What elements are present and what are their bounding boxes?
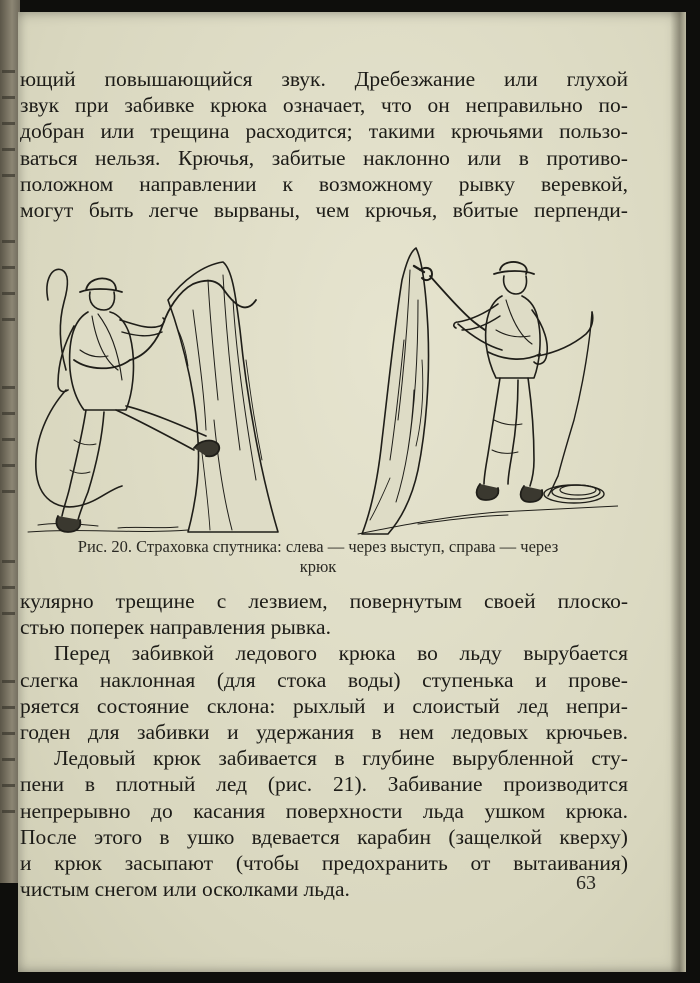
word: неправильно (465, 93, 583, 118)
word: нельзя. (95, 145, 161, 170)
word: наклонно (363, 145, 450, 170)
word: могут (20, 197, 74, 222)
word: Ледовый (54, 746, 136, 771)
word: этого (93, 824, 143, 849)
word: производится (503, 772, 628, 797)
word: слегка (20, 667, 79, 692)
word: вытаивания) (513, 850, 628, 875)
word: крючья, (364, 197, 438, 222)
word: крюк (153, 746, 201, 771)
word: лед (216, 772, 248, 797)
word: легче (148, 197, 199, 222)
word: нем (399, 719, 434, 744)
word: звук. (281, 67, 326, 91)
word: добран (20, 119, 85, 144)
word: крюка. (565, 798, 628, 823)
previous-page-edge (0, 0, 20, 883)
word: кверху) (559, 824, 628, 849)
text-line (20, 771, 628, 797)
word: ющий (20, 67, 76, 91)
word: годен (20, 719, 71, 744)
word: лезвием, (248, 589, 328, 613)
paragraph-top (20, 66, 628, 223)
word: своей (484, 589, 536, 613)
text-line (20, 745, 628, 771)
word: или (504, 67, 538, 91)
word: крючьев. (545, 719, 628, 744)
word: возможному (318, 171, 433, 196)
text-line: стью поперек направления рывка. (20, 615, 331, 640)
word: глубине (362, 746, 435, 771)
word: и (383, 693, 395, 718)
word: к (282, 171, 293, 196)
word: при (74, 93, 109, 118)
paragraph-bottom (20, 588, 628, 902)
word: глухой (566, 67, 628, 91)
word: от (470, 850, 491, 875)
word: с (216, 589, 227, 613)
word: чем (315, 197, 350, 222)
text-line (20, 118, 628, 144)
word: и (227, 719, 239, 744)
word: стока (277, 667, 327, 692)
word: сту- (591, 746, 628, 771)
word: лед (517, 693, 549, 718)
word: забитые (271, 145, 346, 170)
word: в (334, 746, 345, 771)
word: вырубается (523, 641, 628, 666)
word: положном (20, 171, 114, 196)
word: в (159, 824, 170, 849)
text-line (20, 719, 628, 745)
word: Дребезжание (354, 67, 476, 91)
word: что (381, 93, 412, 118)
word: касания (193, 798, 266, 823)
text-line (20, 640, 628, 666)
text-line (20, 145, 628, 171)
word: крюка (338, 641, 396, 666)
belay-illustration (18, 240, 618, 540)
word: во (417, 641, 438, 666)
page-edge-shadow (670, 12, 686, 972)
text-line: чистым снегом или осколками льда. (20, 877, 350, 902)
word: вбитые (452, 197, 519, 222)
text-line (20, 824, 628, 850)
word: (чтобы (235, 850, 300, 875)
word: непри- (565, 693, 628, 718)
word: вдевается (251, 824, 340, 849)
book-page (18, 12, 686, 972)
word: рыхлый (292, 693, 366, 718)
word: крюк (54, 850, 102, 875)
word: наклонная (99, 667, 196, 692)
text-line (20, 197, 628, 223)
word: ряется (20, 693, 80, 718)
word: и (535, 667, 547, 692)
word: повернутым (349, 589, 462, 613)
caption-line: крюк (299, 557, 337, 576)
word: повышающийся (104, 67, 253, 91)
word: забивки (136, 719, 210, 744)
word: вырваны, (213, 197, 300, 222)
word: ушком (484, 798, 546, 823)
word: или (100, 119, 135, 144)
figure-caption (20, 537, 616, 577)
word: предохранить (321, 850, 448, 875)
word: по- (598, 93, 628, 118)
word: ваться (20, 145, 78, 170)
text-line (20, 798, 628, 824)
word: трещина (150, 119, 230, 144)
text-line (20, 66, 628, 92)
word: быть (88, 197, 134, 222)
word: воды) (347, 667, 401, 692)
word: он (427, 93, 450, 118)
word: противо- (546, 145, 628, 170)
text-line (20, 171, 628, 197)
word: Крючья, (177, 145, 255, 170)
caption-line: Рис. 20. Страховка спутника: слева — через выступ, справа — через (77, 537, 559, 556)
word: направлении (139, 171, 257, 196)
word: трещине (115, 589, 195, 613)
word: или (467, 145, 502, 170)
word: забивкой (131, 641, 214, 666)
word: поверхности (285, 798, 403, 823)
text-line (20, 588, 628, 614)
word: 21). (332, 772, 368, 797)
word: После (20, 824, 77, 849)
word: (защелкой (448, 824, 543, 849)
word: Перед (54, 641, 111, 666)
word: и (20, 850, 32, 875)
word: забивке (124, 93, 195, 118)
word: ступенька (422, 667, 514, 692)
word: перпенди- (533, 197, 628, 222)
text-line (20, 667, 628, 693)
word: означает, (282, 93, 366, 118)
word: пользо- (559, 119, 628, 144)
word: плоско- (557, 589, 628, 613)
word: в (371, 719, 382, 744)
word: крючьями (451, 119, 544, 144)
word: склона: (206, 693, 276, 718)
word: кулярно (20, 589, 94, 613)
word: ушко (186, 824, 235, 849)
word: для (87, 719, 120, 744)
word: такими (368, 119, 435, 144)
word: забивается (218, 746, 317, 771)
word: удержания (256, 719, 355, 744)
word: плотный (115, 772, 196, 797)
word: непрерывно (20, 798, 131, 823)
word: пени (20, 772, 65, 797)
text-line (20, 850, 628, 876)
word: крюка (210, 93, 268, 118)
word: льда (422, 798, 464, 823)
word: прове- (568, 667, 628, 692)
text-line (20, 92, 628, 118)
word: расходится; (245, 119, 353, 144)
word: состояние (96, 693, 190, 718)
word: ледовых (451, 719, 529, 744)
word: ледового (235, 641, 317, 666)
text-line (20, 693, 628, 719)
word: слоистый (412, 693, 500, 718)
word: до (151, 798, 173, 823)
word: в (84, 772, 95, 797)
word: засыпают (124, 850, 214, 875)
word: вырубленной (452, 746, 574, 771)
word: рывку (458, 171, 515, 196)
word: звук (20, 93, 60, 118)
word: (для (216, 667, 256, 692)
word: (рис. (267, 772, 313, 797)
page-number: 63 (576, 872, 596, 894)
word: в (518, 145, 529, 170)
word: льду (459, 641, 502, 666)
word: веревкой, (541, 171, 628, 196)
word: карабин (357, 824, 432, 849)
word: Забивание (387, 772, 483, 797)
